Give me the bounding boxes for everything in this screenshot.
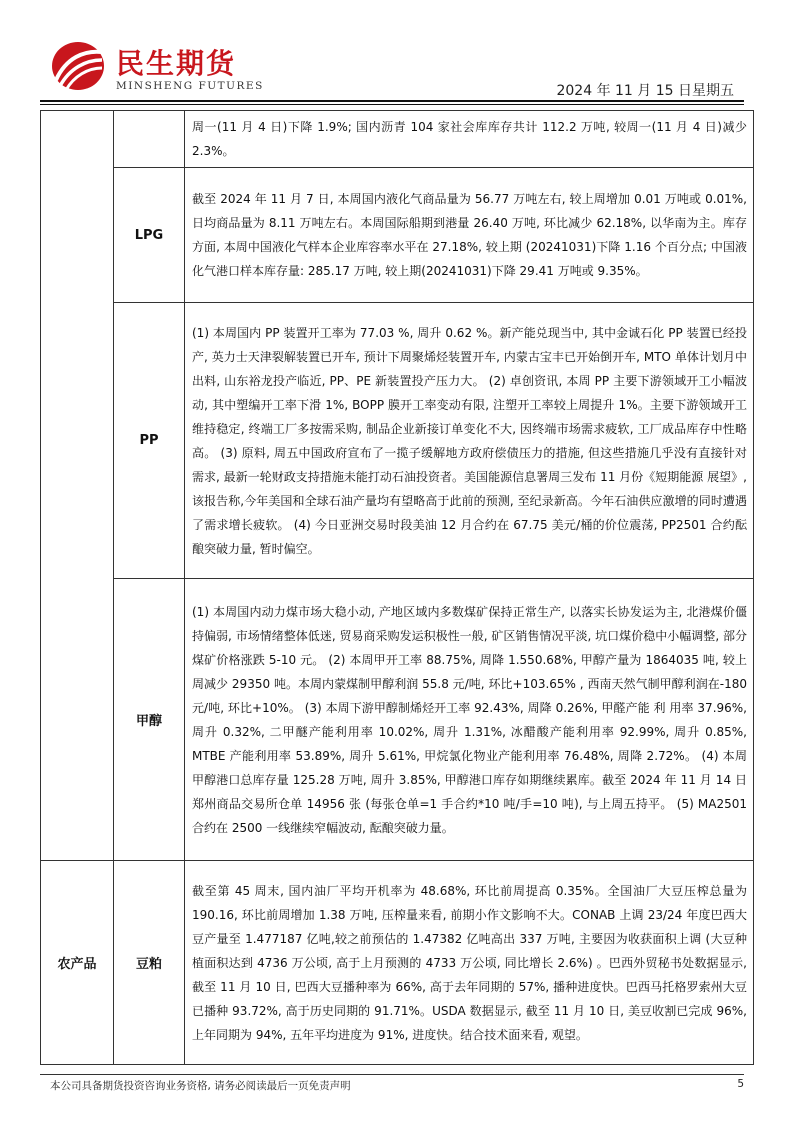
product-pp: PP xyxy=(114,303,185,579)
minsheng-logo-icon xyxy=(50,40,106,92)
page-number: 5 xyxy=(737,1078,744,1090)
brand-name-cn: 民生期货 xyxy=(116,47,237,80)
brand-name-en: MINSHENG FUTURES xyxy=(116,80,264,92)
footer-rule xyxy=(40,1074,744,1075)
header-rule-thin xyxy=(40,104,744,105)
analysis-cell xyxy=(185,861,754,1065)
analysis-cell xyxy=(185,579,754,861)
product-cell xyxy=(114,111,185,168)
table-row xyxy=(41,861,754,1065)
header-rule xyxy=(40,100,744,102)
product-soymeal: 豆粕 xyxy=(114,861,185,1065)
product-methanol: 甲醇 xyxy=(114,579,185,861)
page-header xyxy=(0,0,794,110)
analysis-cell xyxy=(185,168,754,303)
table-row xyxy=(41,303,754,579)
analysis-cell xyxy=(185,303,754,579)
report-date: 2024 年 11 月 15 日星期五 xyxy=(556,83,734,99)
asphalt-text: 周一(11 月 4 日)下降 1.9%; 国内沥青 104 家社会库库存共计 112.2 万吨, 较周一(11 月 4 日)减少 2.3%。 xyxy=(192,120,747,158)
product-lpg: LPG xyxy=(114,168,185,303)
table-row xyxy=(41,579,754,861)
pp-text: (1) 本周国内 PP 装置开工率为 77.03 %, 周升 0.62 %。新产能兑现当中, 其中金诚石化 PP 装置已经投产, 英力士天津裂解装置已开车, 预计下周聚烯烃装置开车, 内蒙古宝丰已开始倒开车, MTO 单体计划月中出料, 山东裕龙投产临近, PP、PE 新装置投产压力大。 (2) 卓创资讯, 本周 PP 主要下游领域开工小幅波动, 其中塑编开工率下滑 1%, BOPP 膜开工率变动有限, 注塑开工率较上周提升 1%。主要下游领域开工维持稳定, 终端工厂多按需采购, 制品企业新接订单变化不大, 因终端市场需求疲软, 工厂成品库存中性略高。 (3) 原料, 周五中国政府宣布了一揽子缓解地方政府偿债压力的措施, 但这些措施几乎没有直接针对需求, 最新一轮财政支持措施未能打动石油投资者。美国能源信息署周三发布 11 月份《短期能源 展望》, 该报告称,今年美国和全球石油产量均有望略高于此前的预测, 至纪录新高。今年石油供应激增的同时遭遇了需求增长疲软。 (4) 今日亚洲交易时段美油 12 月合约在 67.75 美元/桶的价位震荡, PP2501 合约酝酿突破力量, 暂时偏空。 xyxy=(192,325,747,556)
soymeal-text: 截至第 45 周末, 国内油厂平均开机率为 48.68%, 环比前周提高 0.35%。全国油厂大豆压榨总量为 190.16, 环比前周增加 1.38 万吨, 压榨量来看, 前期小作文影响不大。CONAB 上调 23/24 年度巴西大豆产量至 1.477187 亿吨,较之前预估的 1.47382 亿吨高出 337 万吨, 主要因为收获面积上调 (大豆种植面积达到 4736 万公顷, 高于上月预测的 4733 万公顷, 同比增长 2.6%) 。巴西外贸秘书处数据显示, 截至 11 月 10 日, 巴西大豆播种率为 66%, 高于去年同期的 57%, 播种进度快。巴西马托格罗索州大豆已播种 93.72%, 高于历史同期的 91.71%。USDA 数据显示, 截至 11 月 10 日, 美豆收割已完成 96%, 上年同期为 94%, 五年平均进度为 91%, 进度快。结合技术面来看, 观望。 xyxy=(192,883,747,1042)
category-agri: 农产品 xyxy=(41,861,114,1065)
category-cell xyxy=(41,111,114,861)
footer-disclaimer: 本公司具备期货投资咨询业务资格, 请务必阅读最后一页免责声明 xyxy=(50,1080,351,1092)
lpg-text: 截至 2024 年 11 月 7 日, 本周国内液化气商品量为 56.77 万吨左右, 较上周增加 0.01 万吨或 0.01%, 日均商品量为 8.11 万吨左右。本周国际船期到港量 26.40 万吨, 环比减少 62.18%, 以华南为主。库存方面, 本周中国液化气样本企业库容率水平在 27.18%, 较上期 (20241031)下降 1.16 个百分点; 中国液化气港口样本库存量: 285.17 万吨, 较上期(20241031)下降 29.41 万吨或 9.35%。 xyxy=(192,192,747,278)
methanol-text: (1) 本周国内动力煤市场大稳小动, 产地区域内多数煤矿保持正常生产, 以落实长协发运为主, 北港煤价僵持偏弱, 市场情绪整体低迷, 贸易商采购发运积极性一般, 矿区销售情况平淡, 坑口煤价稳中小幅调整, 部分煤矿价格涨跌 5-10 元。 (2) 本周甲开工率 88.75%, 周降 1.550.68%, 甲醇产量为 1864035 吨, 较上周减少 29350 吨。本周内蒙煤制甲醇利润 55.8 元/吨, 环比+103.65% , 西南天然气制甲醇利润在-180 元/吨, 环比+10%。 (3) 本周下游甲醇制烯烃开工率 92.43%, 周降 0.26%, 甲醛产能 利 用率 37.96%, 周升 0.32%, 二甲醚产能利用率 10.02%, 周升 1.31%, 冰醋酸产能利用率 92.99%, 周升 0.85%, MTBE 产能利用率 53.89%, 周升 5.61%, 甲烷氯化物业产能利用率 76.48%, 周降 2.72%。 (4) 本周甲醇港口总库存量 125.28 万吨, 周升 3.85%, 甲醇港口库存如期继续累库。截至 2024 年 11 月 14 日郑州商品交易所仓单 14956 张 (每张仓单=1 手合约*10 吨/手=10 吨), 与上周五持平。 (5) MA2501 合约在 2500 一线继续窄幅波动, 酝酿突破力量。 xyxy=(192,604,747,835)
commodity-table xyxy=(40,110,754,1065)
table-row xyxy=(41,111,754,168)
table-row xyxy=(41,168,754,303)
analysis-cell xyxy=(185,111,754,168)
